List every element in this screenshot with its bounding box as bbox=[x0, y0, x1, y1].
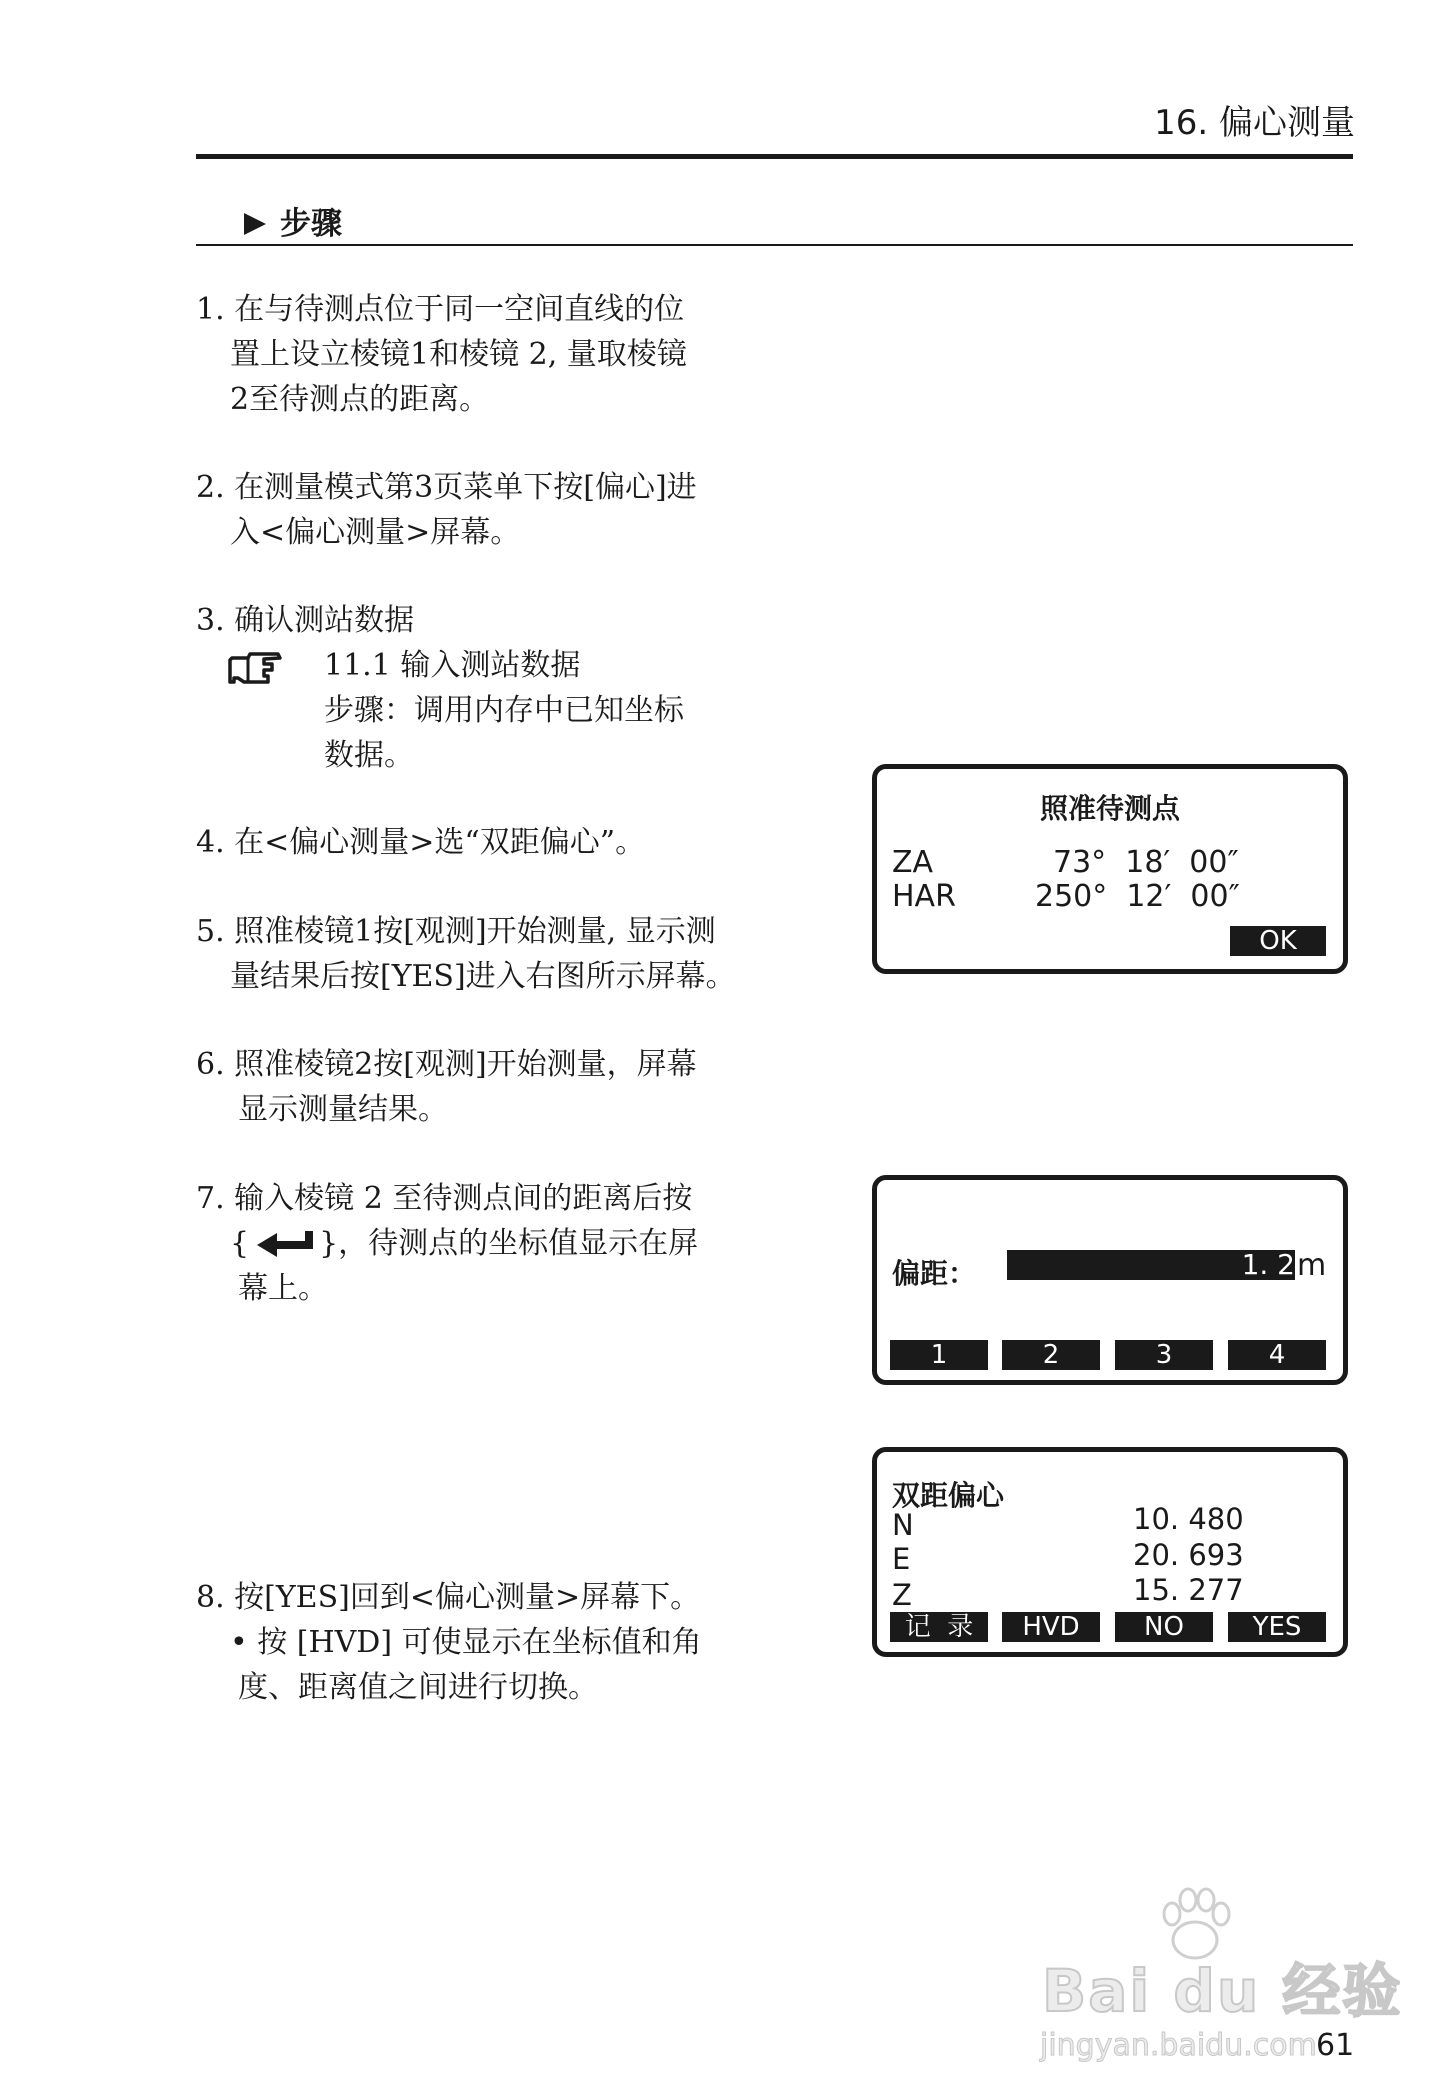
step-5 bbox=[196, 909, 736, 999]
ok-softkey[interactable]: OK bbox=[1230, 926, 1326, 956]
n-label: N bbox=[892, 1508, 914, 1542]
reference-line: 数据。 bbox=[324, 738, 414, 773]
step-7-text: }，待测点的坐标值显示在屏 bbox=[319, 1226, 699, 1261]
page-number: 61 bbox=[1316, 2028, 1355, 2063]
har-value: 250° 12′ 00″ bbox=[1035, 879, 1240, 914]
chapter-title: 16. 偏心测量 bbox=[1154, 103, 1355, 143]
record-softkey[interactable]: 记 录 bbox=[890, 1612, 988, 1642]
za-value: 73° 18′ 00″ bbox=[1053, 845, 1239, 880]
section-label: 步骤 bbox=[280, 206, 342, 242]
n-value: 10. 480 bbox=[1133, 1502, 1244, 1536]
softkey-1[interactable]: 1 bbox=[890, 1340, 988, 1370]
step-5-line: 5. 照准棱镜1按[观测]开始测量, 显示测 bbox=[196, 914, 716, 949]
z-label: Z bbox=[892, 1578, 912, 1612]
e-label: E bbox=[892, 1542, 911, 1576]
screen-title: 照准待测点 bbox=[1039, 792, 1180, 825]
no-softkey[interactable]: NO bbox=[1115, 1612, 1213, 1642]
reference-line: 步骤：调用内存中已知坐标 bbox=[324, 693, 684, 728]
step-7-line: 幕上。 bbox=[238, 1271, 328, 1306]
enter-key-icon bbox=[253, 1227, 315, 1257]
step-3-reference bbox=[324, 643, 684, 778]
za-label: ZA bbox=[892, 845, 934, 880]
softkey-3[interactable]: 3 bbox=[1115, 1340, 1213, 1370]
step-6-line: 显示测量结果。 bbox=[238, 1092, 448, 1127]
step-6-line: 6. 照准棱镜2按[观测]开始测量，屏幕 bbox=[196, 1047, 697, 1082]
screen-offset-input bbox=[872, 1175, 1348, 1385]
softkey-4[interactable]: 4 bbox=[1228, 1340, 1326, 1370]
softkey-2[interactable]: 2 bbox=[1002, 1340, 1100, 1370]
step-8-bullet: • 按 [HVD] 可使显示在坐标值和角 bbox=[230, 1625, 702, 1660]
brace-open: { bbox=[230, 1226, 250, 1261]
step-3 bbox=[196, 598, 414, 643]
step-1 bbox=[196, 287, 687, 422]
e-value: 20. 693 bbox=[1133, 1538, 1244, 1572]
step-3-title: 3. 确认测站数据 bbox=[196, 603, 415, 638]
step-2-line: 2. 在测量模式第3页菜单下按[偏心]进 bbox=[196, 470, 697, 505]
hvd-softkey[interactable]: HVD bbox=[1002, 1612, 1100, 1642]
section-rule bbox=[196, 244, 1353, 246]
step-1-line: 2至待测点的距离。 bbox=[230, 382, 490, 417]
unit-label: m bbox=[1297, 1248, 1327, 1283]
step-4 bbox=[196, 820, 645, 865]
baidu-watermark: Bai du 经验 bbox=[1042, 1957, 1403, 2025]
pointing-hand-icon bbox=[228, 650, 284, 688]
screen-title: 双距偏心 bbox=[892, 1479, 1005, 1512]
offset-value: 1. 2 bbox=[1241, 1248, 1295, 1281]
step-5-line: 量结果后按[YES]进入右图所示屏幕。 bbox=[230, 959, 736, 994]
z-value: 15. 277 bbox=[1133, 1573, 1244, 1607]
offset-input[interactable] bbox=[1007, 1250, 1295, 1280]
header-rule bbox=[196, 154, 1353, 159]
step-8-line: 8. 按[YES]回到<偏心测量>屏幕下。 bbox=[196, 1580, 701, 1615]
step-8 bbox=[196, 1575, 702, 1710]
section-heading bbox=[244, 198, 342, 243]
step-7-line bbox=[196, 1221, 698, 1266]
step-7 bbox=[196, 1176, 698, 1311]
step-2 bbox=[196, 465, 697, 555]
offset-label: 偏距： bbox=[892, 1257, 977, 1290]
step-2-line: 入<偏心测量>屏幕。 bbox=[230, 515, 521, 550]
reference-line: 11.1 输入测站数据 bbox=[324, 648, 581, 683]
step-1-line: 置上设立棱镜1和棱镜 2, 量取棱镜 bbox=[230, 337, 687, 372]
yes-softkey[interactable]: YES bbox=[1228, 1612, 1326, 1642]
screen-two-distance-offset bbox=[872, 1447, 1348, 1657]
step-8-line: 度、距离值之间进行切换。 bbox=[238, 1670, 598, 1705]
step-4-line: 4. 在<偏心测量>选“双距偏心”。 bbox=[196, 825, 646, 860]
watermark-url: jingyan.baidu.com bbox=[1040, 2028, 1317, 2063]
step-6 bbox=[196, 1042, 697, 1132]
step-1-line: 1. 在与待测点位于同一空间直线的位 bbox=[196, 292, 685, 327]
triangle-bullet-icon bbox=[244, 213, 266, 235]
screen-sight-target bbox=[872, 764, 1348, 974]
step-7-line: 7. 输入棱镜 2 至待测点间的距离后按 bbox=[196, 1181, 693, 1216]
har-label: HAR bbox=[892, 879, 956, 914]
